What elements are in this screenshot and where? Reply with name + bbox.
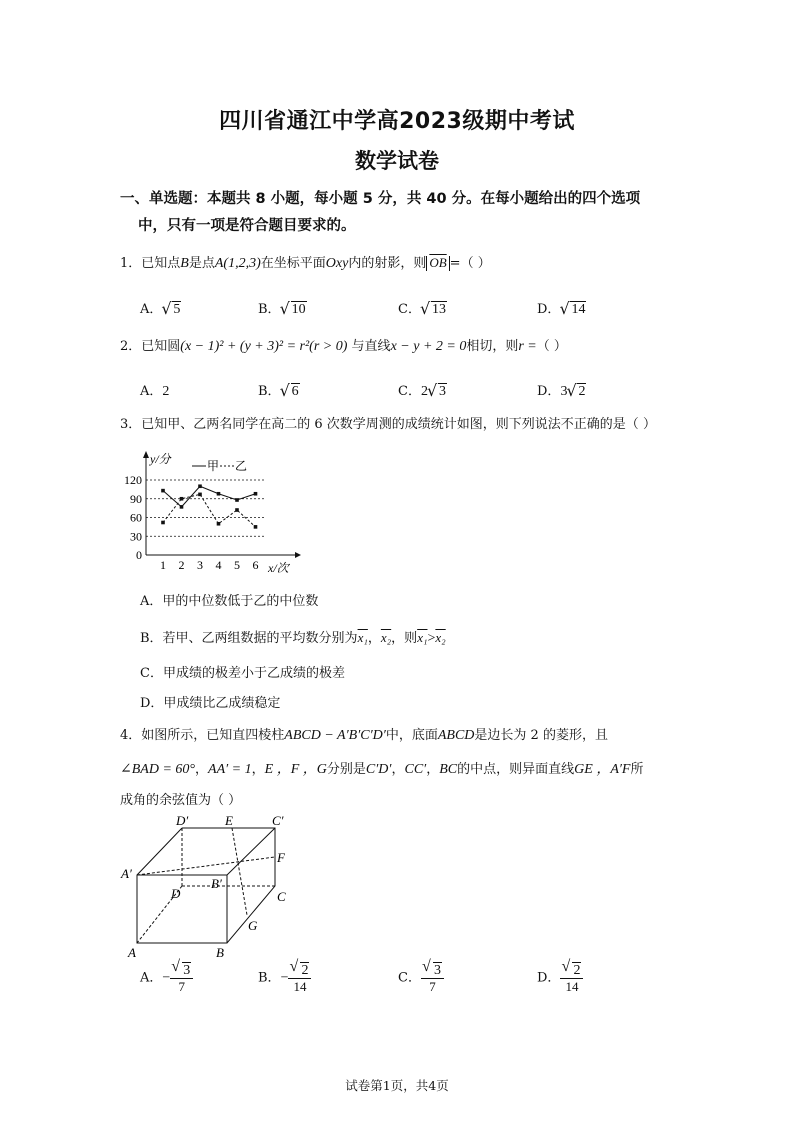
y-axis-label: y/分 [150,452,171,466]
y-tick-label: 30 [130,529,142,544]
series-line-jia [163,486,256,507]
label-a-prime: A′ [121,866,132,881]
label-g: G [248,918,258,933]
x-axis-label: x/次 [268,561,289,575]
legend-solid-label: 甲 [207,459,220,473]
question-2: 2．已知圆(x − 1)² + (y + 3)² = r²(r > 0) 与直线x − y + 2 = 0相切，则r =（ ） [120,339,567,354]
circle-equation: (x − 1)² + (y + 3)² = r²(r > 0) [180,339,348,354]
label-d-prime: D′ [176,813,189,828]
data-point [180,497,184,501]
label-b-prime: B′ [211,876,222,891]
q1-option-b: B． √ 10 [258,298,307,318]
q1-option-c: C． √ 13 [398,298,447,318]
data-point [161,489,165,493]
point-a: A(1,2,3) [214,256,261,271]
x-tick-label: 6 [252,558,259,572]
q3-option-c: C．甲成绩的极差小于乙成绩的极差 [140,666,345,681]
data-point [254,492,258,496]
label-d: D [171,886,181,901]
data-point [235,508,239,512]
question-4-line-2: ∠BAD = 60°，AA′ = 1，E ，F ，G分别是C′D′，CC′，BC的中点，则异面直线GE ，A′F所 [120,762,644,777]
label-b: B [216,945,224,960]
q2-option-a: A．2 [140,384,170,399]
section-heading [120,186,680,240]
question-4-line-1: 4．如图所示，已知直四棱柱ABCD − A′B′C′D′中，底面ABCD是边长为 2 的菱形，且 [120,728,608,743]
section-line-1: 一、单选题：本题共 8 小题，每小题 5 分，共 40 分。在每小题给出的四个选项 [120,191,641,207]
y-tick-label: 120 [124,473,142,487]
data-point [235,498,239,502]
question-3: 3．已知甲、乙两名同学在高二的 6 次数学周测的成绩统计如图，则下列说法不正确的是（ ） [120,417,656,432]
segment-af [137,857,275,875]
q3-option-d: D．甲成绩比乙成绩稳定 [140,696,281,711]
x-tick-label: 4 [215,558,222,572]
q2-option-d: D．3 √ 2 [537,380,586,400]
data-point [198,493,202,497]
exam-title: 四川省通江中学高2023级期中考试 [219,109,575,134]
x-tick-label: 2 [178,558,185,572]
data-point [198,484,202,488]
segment-ge [232,828,247,915]
legend-dashed-label: 乙 [235,459,248,473]
line-equation: x − y + 2 = 0 [390,339,467,354]
vector-ob: $\overline{OB}$ [429,255,447,270]
score-line-chart [120,448,310,578]
x-tick-label: 3 [197,558,203,572]
q3-option-a: A．甲的中位数低于乙的中位数 [140,594,319,609]
label-e: E [225,813,233,828]
y-axis-arrow [143,451,149,458]
label-c: C [277,889,286,904]
x-tick-label: 5 [234,558,240,572]
prism-figure [115,812,305,960]
q4-option-b: B．− √ $\frac{2}{14}$ [258,962,311,994]
q2-option-c: C．2 √ 3 [398,380,447,400]
x-axis-arrow [295,552,301,558]
q4-option-d: D． √ $\frac{2}{14}$ [537,962,583,994]
data-point [217,492,221,496]
data-point [254,525,258,529]
label-c-prime: C′ [272,813,284,828]
x-tick-label: 1 [160,558,166,572]
edge-bc-top [227,828,275,875]
q1-option-d: D． √ 14 [537,298,586,318]
section-line-2: 中，只有一项是符合题目要求的。 [138,218,356,234]
exam-subtitle: 数学试卷 [355,149,439,173]
q3-option-b: B．若甲、乙两组数据的平均数分别为x₁，x₂，则x₁>x₂ [140,630,446,646]
page-footer: 试卷第1页，共4页 [345,1078,449,1093]
q1-option-a: A． √ 5 [140,298,181,318]
data-point [217,522,221,526]
data-point [180,505,184,509]
y-tick-label: 0 [136,548,142,562]
q2-option-b: B． √ 6 [258,380,300,400]
y-tick-label: 90 [130,491,142,506]
series-line-yi [163,494,256,527]
question-1: 1．已知点B是点A(1,2,3)在坐标平面Oxy内的射影，则 $\overline{OB}$ =（ ） [120,255,491,271]
data-point [161,521,165,525]
question-4-line-3: 成角的余弦值为（ ） [120,793,242,808]
y-tick-label: 60 [130,510,142,525]
q4-option-a: A．− √ $\frac{3}{7}$ [140,962,193,994]
q4-option-c: C． √ $\frac{3}{7}$ [398,962,444,994]
label-f: F [277,850,285,865]
label-a: A [128,945,136,960]
